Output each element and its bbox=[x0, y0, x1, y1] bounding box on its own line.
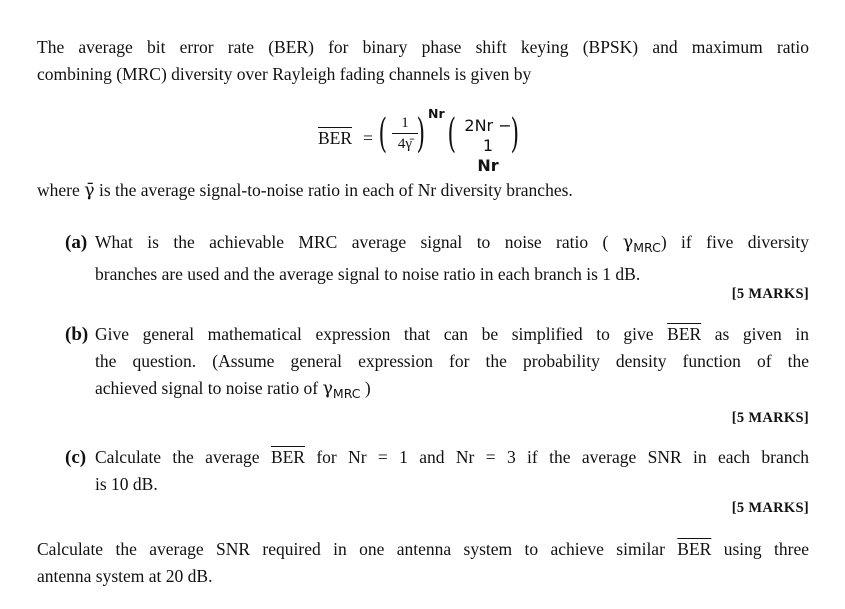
question-a-line-1-pre: What is the achievable MRC average signal to noise ratio ( bbox=[95, 232, 623, 252]
formula-left-paren: ( bbox=[378, 111, 388, 157]
final-line-1-post: using three bbox=[711, 539, 809, 559]
formula-exponent: Nr bbox=[428, 106, 445, 121]
formula-fraction-numerator: 1 bbox=[401, 115, 409, 131]
ber-overline: $\overline{BER}$ bbox=[270, 447, 305, 467]
final-line-2: antenna system at 20 dB. bbox=[37, 566, 213, 586]
formula-binom-bottom: Nr bbox=[477, 156, 499, 175]
formula-binom-left-paren: ( bbox=[447, 111, 457, 157]
question-c-marks: [5 MARKS] bbox=[731, 500, 809, 516]
question-b-line-1-post: as given in bbox=[701, 324, 809, 344]
question-a-line-1-post: ) if five diversity bbox=[660, 232, 810, 252]
question-c-line-1-post: for Nr = 1 and Nr = 3 if the average SNR in each branch bbox=[304, 447, 809, 467]
question-b-marks: [5 MARKS] bbox=[731, 410, 809, 426]
question-c-line-1-pre: Calculate the average bbox=[95, 447, 271, 467]
question-a-line-2: branches are used and the average signal to noise ratio in each branch is 1 dB. bbox=[95, 264, 641, 284]
question-b bbox=[65, 321, 809, 407]
question-c bbox=[65, 444, 809, 498]
formula-fraction-bar bbox=[392, 133, 418, 134]
formula-right-paren: ) bbox=[416, 111, 426, 157]
final-line-1 bbox=[37, 536, 809, 563]
question-b-line-3 bbox=[65, 375, 809, 407]
intro-line-2: combining (MRC) diversity over Rayleigh fading channels is given by bbox=[37, 64, 532, 84]
mrc-subscript: MRC bbox=[633, 240, 661, 255]
where-paragraph bbox=[37, 177, 809, 205]
final-line-1-pre: Calculate the average SNR required in one antenna system to achieve similar bbox=[37, 539, 678, 559]
intro-paragraph bbox=[37, 34, 809, 88]
ber-formula bbox=[318, 104, 558, 175]
question-b-line-3-post: ) bbox=[360, 378, 371, 398]
ber-overline: $\overline{BER}$ bbox=[667, 324, 702, 344]
gamma-bar-symbol: γ̄ bbox=[84, 181, 95, 201]
question-b-line-2: the question. (Assume general expression for the probability density function of the bbox=[95, 351, 809, 371]
formula-lhs-ber: $\overline{BER}$ bbox=[318, 128, 353, 148]
question-b-line-1-pre: Give general mathematical expression that can be simplified to give bbox=[95, 324, 668, 344]
formula-equals: = bbox=[363, 128, 373, 148]
formula-binom-top: 2Nr − 1 bbox=[464, 116, 512, 155]
question-a-marks: [5 MARKS] bbox=[731, 286, 809, 302]
intro-line-1: The average bit error rate (BER) for binary phase shift keying (BPSK) and maximum ratio bbox=[37, 37, 809, 57]
question-c-line-2: is 10 dB. bbox=[95, 474, 158, 494]
formula-fraction-denominator: 4γ̄ bbox=[397, 136, 413, 153]
question-a bbox=[65, 229, 809, 288]
formula-binomial bbox=[458, 111, 520, 176]
mrc-subscript: MRC bbox=[332, 386, 361, 401]
gamma-symbol: γ bbox=[622, 233, 634, 253]
formula-binom-right-paren: ) bbox=[510, 111, 520, 157]
question-a-label: (a) bbox=[65, 232, 88, 253]
question-c-label: (c) bbox=[65, 447, 87, 468]
gamma-symbol: γ bbox=[322, 379, 333, 399]
where-prefix: where bbox=[37, 180, 85, 200]
formula-fraction bbox=[390, 114, 420, 153]
where-text: is the average signal-to-noise ratio in each of Nr diversity branches. bbox=[94, 180, 573, 200]
question-b-line-3-pre: achieved signal to noise ratio of bbox=[95, 378, 323, 398]
final-paragraph bbox=[37, 536, 809, 590]
question-b-line-1 bbox=[95, 321, 809, 348]
question-a-line-1 bbox=[95, 229, 809, 261]
question-c-line-1 bbox=[95, 444, 809, 471]
question-b-label: (b) bbox=[65, 324, 89, 345]
ber-overline: $\overline{BER}$ bbox=[677, 539, 712, 559]
